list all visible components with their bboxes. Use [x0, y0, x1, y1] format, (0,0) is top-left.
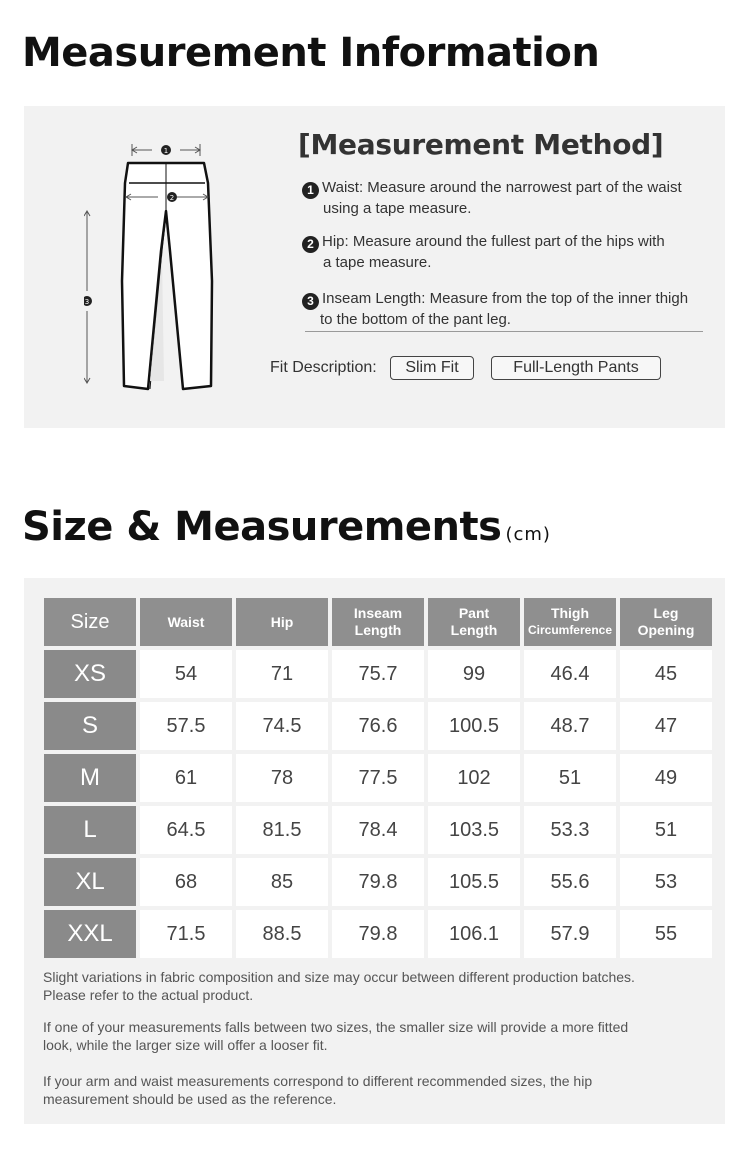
table-cell-thigh-circumference: 57.9: [524, 910, 616, 958]
unit-label: (cm): [505, 524, 551, 545]
pants-diagram-icon: [84, 131, 234, 393]
size-label-cell: L: [44, 806, 136, 854]
table-cell-inseam-length: 79.8: [332, 858, 424, 906]
note-between-sizes: [43, 1018, 733, 1054]
number-3-icon: 3: [302, 293, 319, 310]
table-cell-thigh-circumference: 48.7: [524, 702, 616, 750]
header-inseam-length: [332, 598, 424, 646]
table-cell-hip: 78: [236, 754, 328, 802]
method-item-hip: [302, 232, 712, 273]
marker-3: 3: [84, 298, 90, 306]
size-measurements-title: [22, 504, 551, 550]
header-size: [44, 598, 136, 646]
note-between-sizes-line1: If one of your measurements falls between two sizes, the smaller size will provide a more fitted: [43, 1019, 629, 1035]
table-cell-leg-opening: 51: [620, 806, 712, 854]
table-cell-leg-opening: 55: [620, 910, 712, 958]
table-cell-leg-opening: 47: [620, 702, 712, 750]
header-inseam-length-line2: Length: [354, 622, 402, 638]
header-hip-line1: Hip: [270, 613, 294, 630]
header-leg-opening-line2: Opening: [637, 622, 695, 638]
table-cell-hip: 81.5: [236, 806, 328, 854]
fit-tag-full-length: Full-Length Pants: [491, 356, 661, 380]
header-pant-length-line1: Pant: [458, 605, 490, 621]
marker-2: 2: [169, 194, 175, 202]
header-pant-length: [428, 598, 520, 646]
table-cell-waist: 64.5: [140, 806, 232, 854]
header-thigh-circumference-line2: Circumference: [527, 623, 613, 637]
table-cell-pant-length: 105.5: [428, 858, 520, 906]
table-cell-hip: 71: [236, 650, 328, 698]
header-waist: [140, 598, 232, 646]
table-cell-inseam-length: 78.4: [332, 806, 424, 854]
table-cell-hip: 74.5: [236, 702, 328, 750]
number-2-icon: 2: [302, 236, 319, 253]
table-cell-inseam-length: 76.6: [332, 702, 424, 750]
note-variation: [43, 968, 733, 1004]
table-cell-inseam-length: 75.7: [332, 650, 424, 698]
note-between-sizes-line2: look, while the larger size will offer a looser fit.: [43, 1037, 328, 1053]
table-cell-pant-length: 99: [428, 650, 520, 698]
table-cell-pant-length: 100.5: [428, 702, 520, 750]
header-leg-opening-line1: Leg: [653, 605, 679, 621]
method-hip-line2: a tape measure.: [323, 254, 432, 271]
table-cell-pant-length: 102: [428, 754, 520, 802]
method-hip-line1: Hip: Measure around the fullest part of the hips with: [322, 233, 665, 250]
method-item-inseam: [302, 289, 712, 330]
size-label-cell: S: [44, 702, 136, 750]
table-cell-waist: 68: [140, 858, 232, 906]
table-cell-hip: 85: [236, 858, 328, 906]
method-waist-line1: Waist: Measure around the narrowest part of the waist: [322, 179, 682, 196]
method-item-waist: [302, 178, 712, 219]
table-cell-hip: 88.5: [236, 910, 328, 958]
header-thigh-circumference-line1: Thigh: [550, 605, 590, 621]
fit-tag-slim-fit: Slim Fit: [390, 356, 474, 380]
size-label-cell: XL: [44, 858, 136, 906]
table-cell-thigh-circumference: 55.6: [524, 858, 616, 906]
divider: [305, 331, 703, 332]
header-inseam-length-line1: Inseam: [353, 605, 403, 621]
measurement-information-title: Measurement Information: [22, 30, 600, 76]
table-cell-leg-opening: 53: [620, 858, 712, 906]
measurement-method-panel: [24, 106, 725, 428]
note-reference: [43, 1072, 733, 1108]
method-waist-line2: using a tape measure.: [323, 200, 472, 217]
note-reference-line1: If your arm and waist measurements correspond to different recommended sizes, the hip: [43, 1073, 593, 1089]
note-variation-line1: Slight variations in fabric composition and size may occur between different production batches.: [43, 969, 635, 985]
table-cell-leg-opening: 49: [620, 754, 712, 802]
size-chart-panel: [24, 578, 725, 1124]
table-cell-leg-opening: 45: [620, 650, 712, 698]
size-label-cell: XXL: [44, 910, 136, 958]
method-inseam-line1: Inseam Length: Measure from the top of the inner thigh: [322, 290, 689, 307]
note-variation-line2: Please refer to the actual product.: [43, 987, 254, 1003]
size-label-cell: XS: [44, 650, 136, 698]
table-cell-pant-length: 106.1: [428, 910, 520, 958]
table-cell-inseam-length: 77.5: [332, 754, 424, 802]
size-label-cell: M: [44, 754, 136, 802]
fit-description-label: Fit Description:: [270, 359, 377, 376]
method-inseam-line2: to the bottom of the pant leg.: [320, 311, 511, 328]
table-cell-waist: 71.5: [140, 910, 232, 958]
header-thigh-circumference: [524, 598, 616, 646]
header-pant-length-line2: Length: [450, 622, 498, 638]
number-1-icon: 1: [302, 182, 319, 199]
size-measurements-title-text: Size & Measurements: [22, 504, 502, 550]
table-cell-waist: 61: [140, 754, 232, 802]
table-cell-thigh-circumference: 51: [524, 754, 616, 802]
measurement-method-title: [Measurement Method]: [298, 128, 664, 161]
table-cell-thigh-circumference: 46.4: [524, 650, 616, 698]
note-reference-line2: measurement should be used as the reference.: [43, 1091, 337, 1107]
table-cell-waist: 57.5: [140, 702, 232, 750]
table-cell-pant-length: 103.5: [428, 806, 520, 854]
header-size-line1: Size: [70, 610, 110, 633]
table-cell-thigh-circumference: 53.3: [524, 806, 616, 854]
header-waist-line1: Waist: [167, 613, 205, 630]
table-cell-waist: 54: [140, 650, 232, 698]
marker-1: 1: [163, 147, 169, 155]
header-hip: [236, 598, 328, 646]
table-cell-inseam-length: 79.8: [332, 910, 424, 958]
header-leg-opening: [620, 598, 712, 646]
